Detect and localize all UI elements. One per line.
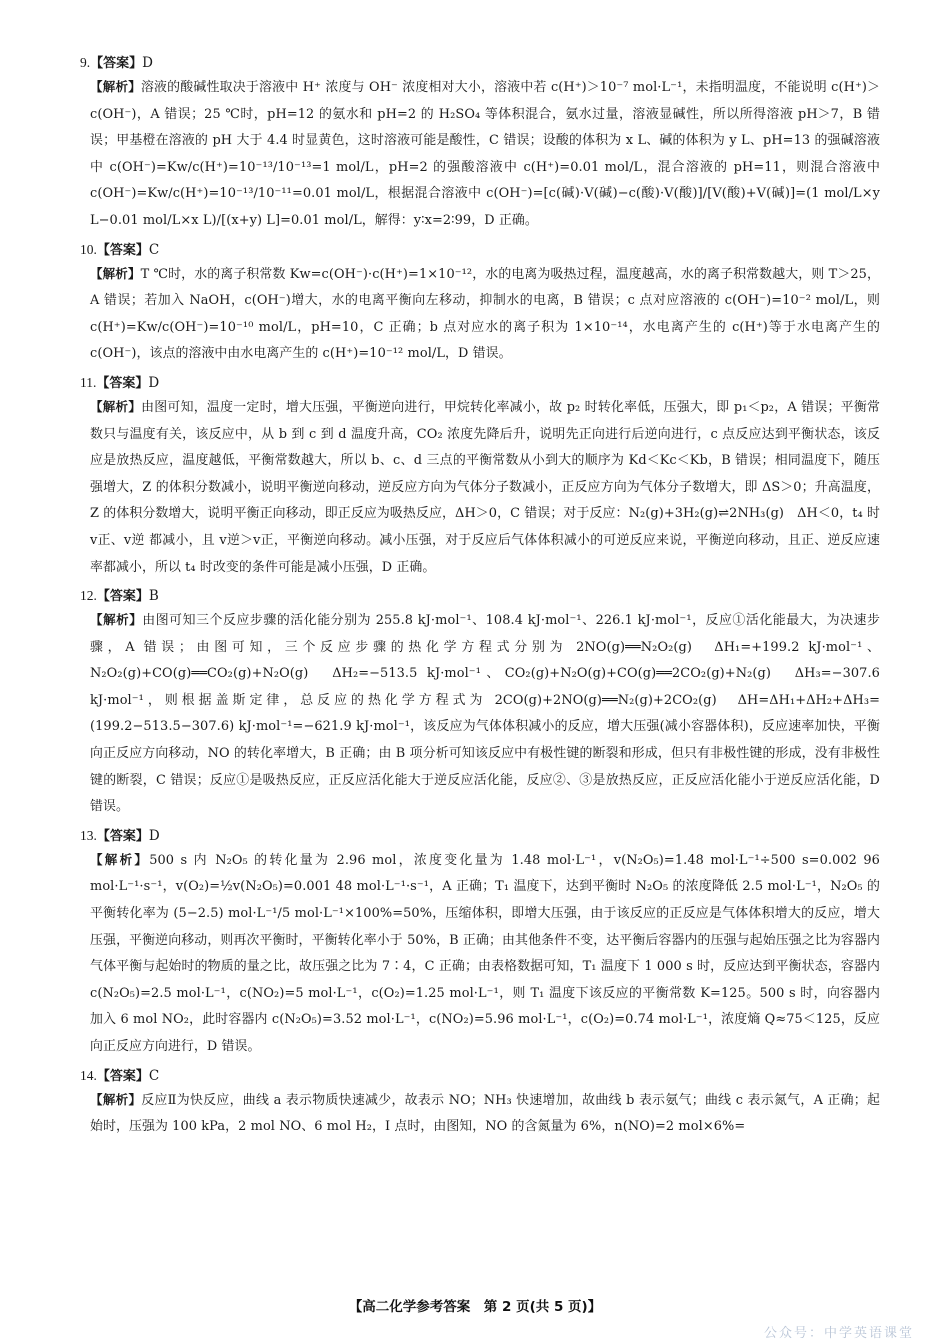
question-number: 10. [80, 241, 97, 257]
question-12 [68, 585, 880, 821]
answer-line [80, 372, 880, 394]
watermark: 公众号：中学英语课堂 [763, 1326, 914, 1341]
answer-line [80, 239, 880, 261]
answer-tag: 【答案】 [96, 828, 149, 844]
answer-tag: 【答案】 [96, 375, 149, 391]
explanation-tag: 【解析】 [90, 851, 150, 867]
answer-value: C [148, 1067, 160, 1084]
answer-tag: 【答案】 [96, 589, 149, 605]
question-number: 13. [80, 827, 97, 843]
explanation-tag: 【解析】 [90, 612, 143, 628]
question-14 [68, 1065, 880, 1141]
explanation-tag: 【解析】 [90, 265, 141, 281]
answer-value: D [148, 374, 160, 391]
question-10 [68, 239, 880, 368]
answer-tag: 【答案】 [96, 242, 149, 258]
explanation [90, 607, 880, 821]
answer-line [80, 52, 880, 74]
explanation-text: 500 s 内 N₂O₅ 的转化量为 2.96 mol，浓度变化量为 1.48 mol·L⁻¹，v(N₂O₅)=1.48 mol·L⁻¹÷500 s=0.002 96 mol·L⁻¹·s⁻¹，v(O₂)=½v(N₂O₅)=0.001 48 mol·L⁻¹·s⁻¹，A 正确；T₁ 温度下，达到平衡时 N₂O₅ 的浓度降低 2.5 mol·L⁻¹，N₂O₅ 的平衡转化率为 (5−2.5) mol·L⁻¹/5 mol·L⁻¹×100%=50%，压缩体积，即增大压强，由于该反应的正反应是气体体积增大的反应，增大压强，平衡逆向移动，则再次平衡时，平衡转化率小于 50%，B 正确；由其他条件不变，达平衡后容器内的压强与起始压强之比为容器内气体平衡与起始时的物质的量之比，故压强之比为 7∶4，C 正确；由表格数据可知，T₁ 温度下 1 000 s 时，反应达到平衡状态，容器内 c(N₂O₅)=2.5 mol·L⁻¹，c(NO₂)=5 mol·L⁻¹，c(O₂)=1.25 mol·L⁻¹，则 T₁ 温度下该反应的平衡常数 K=125。500 s 时，向容器内加入 6 mol NO₂，此时容器内 c(N₂O₅)=3.52 mol·L⁻¹，c(NO₂)=5.96 mol·L⁻¹，c(O₂)=0.74 mol·L⁻¹，浓度熵 Q≈75＜125，反应向正反应方向进行，D 错误。 [90, 852, 880, 1054]
explanation [90, 1087, 880, 1141]
answer-value: D [142, 55, 153, 71]
explanation-tag: 【解析】 [90, 398, 142, 414]
explanation-text: 溶液的酸碱性取决于溶液中 H⁺ 浓度与 OH⁻ 浓度相对大小，溶液中若 c(H⁺)＞10⁻⁷ mol·L⁻¹，未指明温度，不能说明 c(H⁺)＞c(OH⁻)，A 错误；25 ℃时，pH=12 的氨水和 pH=2 的 H₂SO₄ 等体积混合，氨水过量，溶液显碱性，所以所得溶液 pH＞7，B 错误；甲基橙在溶液的 pH 大于 4.4 时显黄色，这时溶液可能是酸性，C 错误；设酸的体积为 x L、碱的体积为 y L、pH=13 的强碱溶液中 c(OH⁻)=Kw/c(H⁺)=10⁻¹³/10⁻¹³=1 mol/L，pH=2 的强酸溶液中 c(H⁺)=0.01 mol/L，混合溶液的 pH=11，则混合溶液中 c(OH⁻)=Kw/c(H⁺)=10⁻¹³/10⁻¹¹=0.01 mol/L，根据混合溶液中 c(OH⁻)=[c(碱)·V(碱)−c(酸)·V(酸)]/[V(酸)+V(碱)]=(1 mol/L×y L−0.01 mol/L×x L)/[(x+y) L]=0.01 mol/L，解得：y∶x=2∶99，D 正确。 [90, 80, 880, 228]
answer-value: C [148, 241, 160, 258]
question-11 [68, 372, 880, 581]
explanation-text: 反应Ⅱ为快反应，曲线 a 表示物质快速减少，故表示 NO；NH₃ 快速增加，故曲线 b 表示氨气；曲线 c 表示氮气，A 正确；起始时，压强为 100 kPa，2 mol NO、6 mol H₂，I 点时，由图知，NO 的含氮量为 6%，n(NO)=2 mol×6%= [90, 1092, 880, 1135]
explanation-text: T ℃时，水的离子积常数 Kw=c(OH⁻)·c(H⁺)=1×10⁻¹²，水的电离为吸热过程，温度越高，水的离子积常数越大，则 T＞25，A 错误；若加入 NaOH，c(OH⁻)增大，水的电离平衡向左移动，抑制水的电离，B 错误；c 点对应溶液的 c(OH⁻)=10⁻² mol/L，则 c(H⁺)=Kw/c(OH⁻)=10⁻¹⁰ mol/L，pH=10，C 正确；b 点对应水的离子积为 1×10⁻¹⁴，水电离产生的 c(H⁺)等于水电离产生的 c(OH⁻)，该点的溶液中由水电离产生的 c(H⁺)=10⁻¹² mol/L，D 错误。 [90, 266, 880, 362]
explanation-text: 由图可知三个反应步骤的活化能分别为 255.8 kJ·mol⁻¹、108.4 kJ·mol⁻¹、226.1 kJ·mol⁻¹，反应①活化能最大，为决速步骤，A 错误；由图可知，三个反应步骤的热化学方程式分别为 2NO(g)══N₂O₂(g) ΔH₁=+199.2 kJ·mol⁻¹、N₂O₂(g)+CO(g)══CO₂(g)+N₂O(g) ΔH₂=−513.5 kJ·mol⁻¹、CO₂(g)+N₂O(g)+CO(g)══2CO₂(g)+N₂(g) ΔH₃=−307.6 kJ·mol⁻¹，则根据盖斯定律，总反应的热化学方程式为 2CO(g)+2NO(g)══N₂(g)+2CO₂(g) ΔH=ΔH₁+ΔH₂+ΔH₃=(199.2−513.5−307.6) kJ·mol⁻¹=−621.9 kJ·mol⁻¹，该反应为气体体积减小的反应，增大压强(减小容器体积)，反应速率加快，平衡向正反应方向移动，NO 的转化率增大，B 正确；由 B 项分析可知该反应中有极性键的断裂和形成，但只有非极性键的形成，没有非极性键的断裂，C 错误；反应①是吸热反应，正反应活化能大于逆反应活化能，反应②、③是放热反应，正反应活化能小于逆反应活化能，D 错误。 [90, 613, 880, 815]
explanation-tag: 【解析】 [90, 1091, 142, 1107]
answer-line [80, 825, 880, 847]
explanation [90, 261, 880, 368]
page-footer: 【高二化学参考答案 第 2 页(共 5 页)】 [348, 1299, 602, 1315]
answer-line [80, 1065, 880, 1087]
explanation [90, 394, 880, 581]
answer-value: D [148, 827, 160, 844]
answer-line [80, 585, 880, 607]
question-number: 11. [80, 374, 97, 390]
question-number: 9. [80, 55, 91, 70]
explanation [90, 74, 880, 235]
answer-tag: 【答案】 [96, 1068, 149, 1084]
question-number: 14. [80, 1067, 97, 1083]
question-number: 12. [80, 588, 97, 604]
question-13 [68, 825, 880, 1061]
explanation [90, 847, 880, 1061]
question-9 [68, 52, 880, 235]
answer-tag: 【答案】 [90, 56, 143, 71]
explanation-text: 由图可知，温度一定时，增大压强，平衡逆向进行，甲烷转化率减小，故 p₂ 时转化率低，压强大，即 p₁＜p₂，A 错误；平衡常数只与温度有关，该反应中，从 b 到 c 到 d 温度升高，CO₂ 浓度先降后升，说明先正向进行后逆向进行，c 点反应达到平衡状态，该反应是放热反应，温度越低，平衡常数越大，所以 b、c、d 三点的平衡常数从小到大的顺序为 Kd＜Kc＜Kb，B 错误；相同温度下，随压强增大，Z 的体积分数减小，说明平衡逆向移动，逆反应方向为气体分子数减小，正反应方向为气体分子数增大，即 ΔS＞0；升高温度，Z 的体积分数增大，说明平衡正向移动，即正反应为吸热反应，ΔH＞0，C 错误；对于反应：N₂(g)+3H₂(g)⇌2NH₃(g) ΔH＜0，t₄ 时 v正、v逆 都减小，且 v逆＞v正，平衡逆向移动。减小压强，对于反应后气体体积减小的可逆反应来说，平衡逆向移动，且正、逆反应速率都减小，所以 t₄ 时改变的条件可能是减小压强，D 正确。 [90, 399, 881, 575]
answer-value: B [148, 588, 159, 605]
answer-sheet [68, 52, 880, 1145]
explanation-tag: 【解析】 [90, 79, 141, 94]
